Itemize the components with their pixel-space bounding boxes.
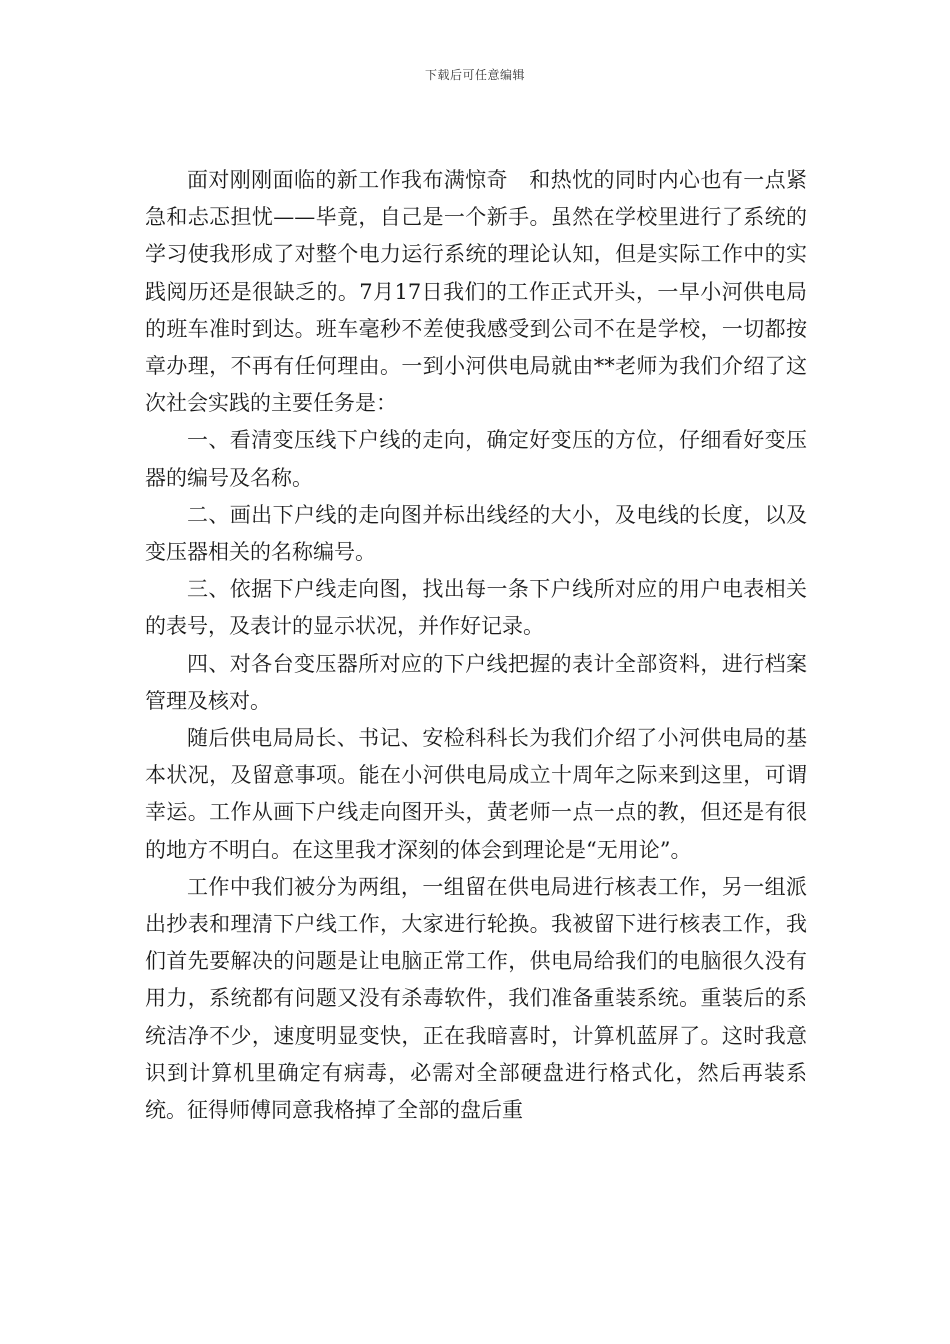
paragraph-task-4: 四、对各台变压器所对应的下户线把握的表计全部资料，进行档案管理及核对。 xyxy=(145,651,807,713)
document-body xyxy=(145,162,807,1129)
paragraph-task-2: 二、画出下户线的走向图并标出线经的大小，及电线的长度，以及变压器相关的名称编号。 xyxy=(145,502,807,565)
page-header: 下载后可任意编辑 xyxy=(424,68,525,82)
paragraph-task-3: 三、依据下户线走向图，找出每一条下户线所对应的用户电表相关的表号，及表计的显示状况，并作好记录。 xyxy=(145,577,807,639)
paragraph-task-1: 一、看清变压线下户线的走向，确定好变压的方位，仔细看好变压器的编号及名称。 xyxy=(145,428,807,490)
paragraph-intro: 面对刚刚面临的新工作我布满惊奇 和热忱的同时内心也有一点紧急和忐忑担忧——毕竟，自己是一个新手。虽然在学校里进行了系统的学习使我形成了对整个电力运行系统的理论认知，但是实际工作中的实践阅历还是很缺乏的。7月17日我们的工作正式开头，一早小河供电局的班车准时到达。班车毫秒不差使我感受到公司不在是学校，一切都按章办理，不再有任何理由。一到小河供电局就由**老师为我们介绍了这次社会实践的主要任务是： xyxy=(145,168,807,416)
paragraph-briefing: 随后供电局局长、书记、安检科科长为我们介绍了小河供电局的基本状况，及留意事项。能在小河供电局成立十周年之际来到这里，可谓幸运。工作从画下户线走向图开头，黄老师一点一点的教，但还是有很的地方不明白。在这里我才深刻的体会到理论是“无用论”。 xyxy=(145,726,807,862)
paragraph-work: 工作中我们被分为两组，一组留在供电局进行核表工作，另一组派出抄表和理清下户线工作，大家进行轮换。我被留下进行核表工作，我们首先要解决的问题是让电脑正常工作，供电局给我们的电脑很久没有用力，系统都有问题又没有杀毒软件，我们准备重装系统。重装后的系统洁净不少，速度明显变快，正在我暗喜时，计算机蓝屏了。这时我意识到计算机里确定有病毒，必需对全部硬盘进行格式化，然后再装系统。征得师傅同意我格掉了全部的盘后重 xyxy=(145,874,807,1123)
